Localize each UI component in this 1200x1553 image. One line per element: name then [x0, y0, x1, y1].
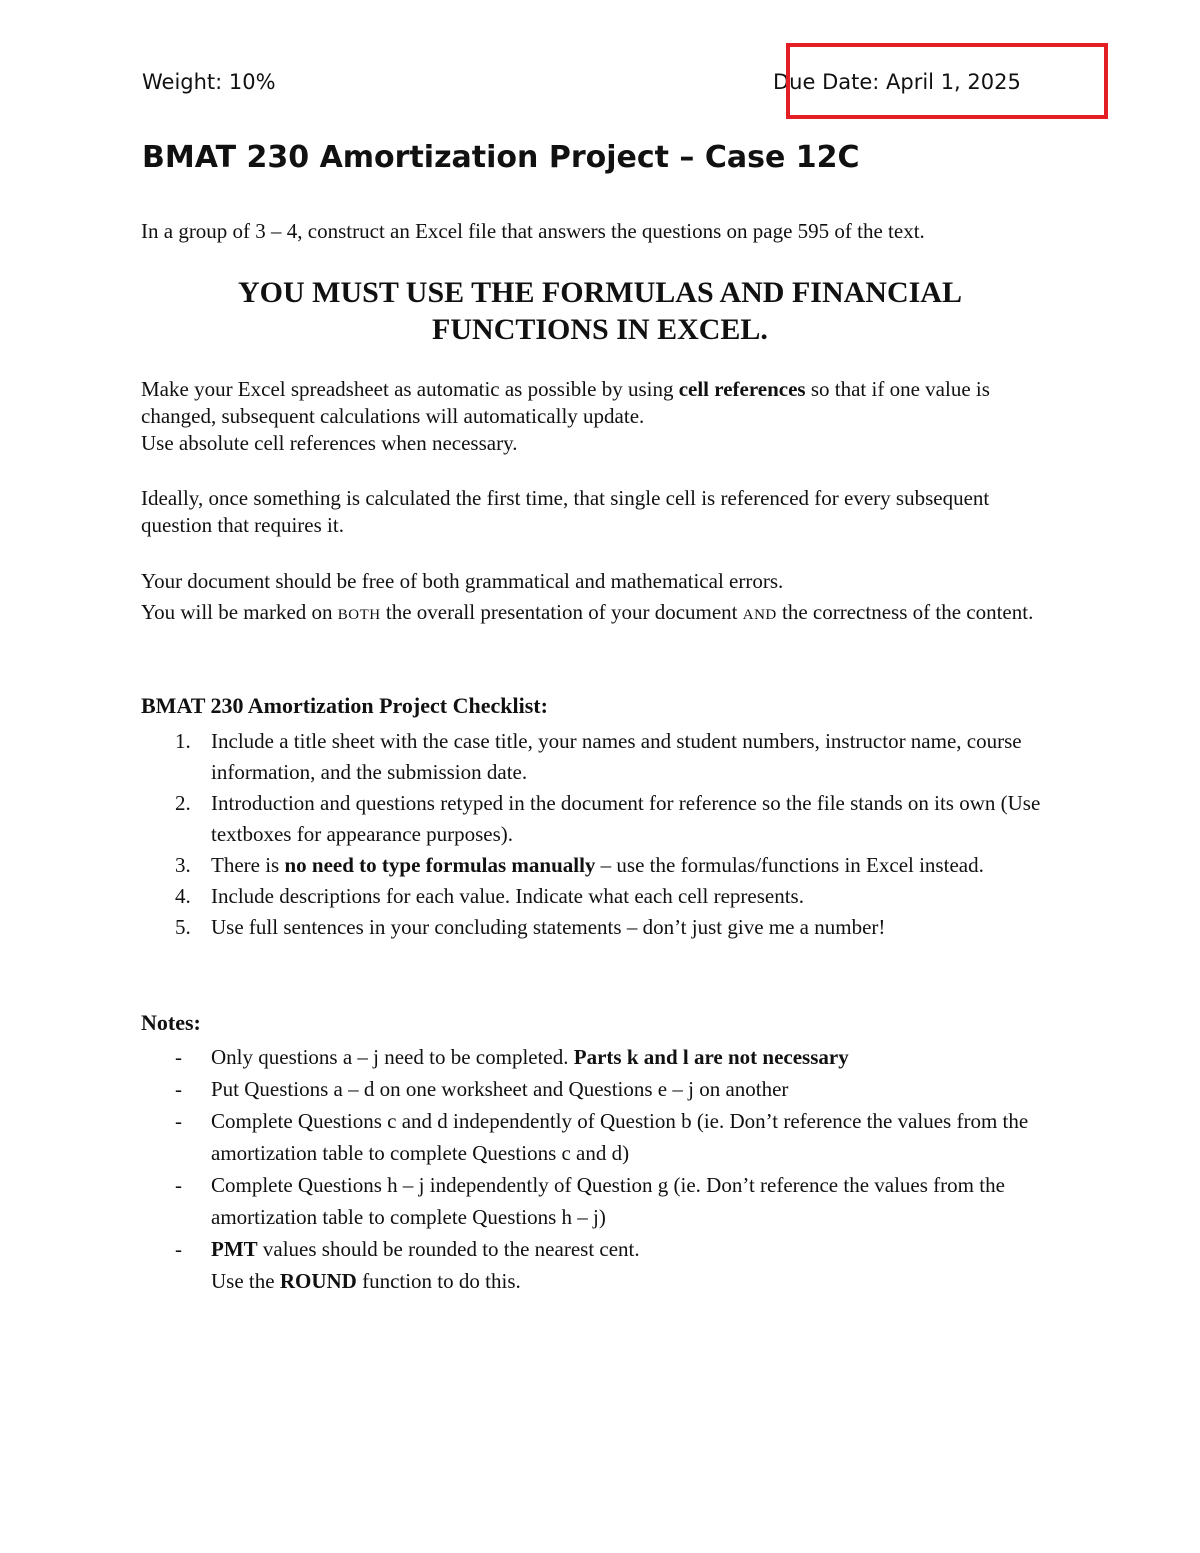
list-bullet: - — [175, 1109, 182, 1133]
list-item-text: Use full sentences in your concluding statements – don’t just give me a number! — [211, 915, 886, 939]
emphasis-line-2: FUNCTIONS IN EXCEL. — [432, 313, 768, 346]
para1-text: Make your Excel spreadsheet as automatic as possible by using — [141, 377, 679, 401]
marking-text-mid: the overall presentation of your document — [380, 600, 743, 624]
emphasis-notice — [100, 274, 1100, 348]
list-bullet: - — [175, 1045, 182, 1069]
checklist-heading: BMAT 230 Amortization Project Checklist: — [141, 693, 548, 718]
errors-line: Your document should be free of both grammatical and mathematical errors. — [141, 569, 784, 593]
list-item-text: values should be rounded to the nearest cent. — [257, 1237, 640, 1261]
list-item-text: Put Questions a – d on one worksheet and Questions e – j on another — [211, 1077, 789, 1101]
marking-both: BOTH — [337, 607, 381, 623]
list-item — [141, 1041, 1071, 1073]
list-item-bold: Parts k and l are not necessary — [573, 1045, 849, 1069]
notes-list — [141, 1041, 1071, 1297]
list-number: 4. — [175, 884, 191, 908]
intro-paragraph: In a group of 3 – 4, construct an Excel file that answers the questions on page 595 of the text. — [141, 219, 925, 243]
list-item-bold: no need to type formulas manually — [284, 853, 596, 877]
list-item — [141, 912, 1071, 943]
list-number: 2. — [175, 791, 191, 815]
list-item-text: Complete Questions c and d independently of Question b (ie. Don’t reference the values from the amortization table to complete Questions c and d) — [211, 1109, 1029, 1165]
marking-text-end: the correctness of the content. — [776, 600, 1034, 624]
list-item — [141, 1105, 1071, 1169]
absolute-references-line: Use absolute cell references when necessary. — [141, 431, 518, 455]
list-item-text: Include descriptions for each value. Indicate what each cell represents. — [211, 884, 804, 908]
single-cell-paragraph: Ideally, once something is calculated the first time, that single cell is referenced for every subsequent question that requires it. — [141, 486, 990, 537]
list-item-text-line2-end: function to do this. — [356, 1269, 521, 1293]
list-item — [141, 1073, 1071, 1105]
para1-text-end: so that if one value is changed, subsequent calculations will automatically update. — [141, 377, 990, 428]
list-item — [141, 1233, 1071, 1297]
para1-bold: cell references — [678, 377, 806, 401]
list-item — [141, 1169, 1071, 1233]
list-item-text-line2: Use the — [211, 1269, 280, 1293]
list-bullet: - — [175, 1173, 182, 1197]
notes-heading: Notes: — [141, 1010, 201, 1035]
list-item-text: Include a title sheet with the case title, your names and student numbers, instructor name, course information, and the submission date. — [211, 729, 1022, 784]
checklist-list — [141, 726, 1071, 943]
list-item-text-end: – use the formulas/functions in Excel instead. — [595, 853, 984, 877]
list-item-text: Only questions a – j need to be completed. — [211, 1045, 574, 1069]
list-item — [141, 881, 1071, 912]
marking-and: AND — [742, 607, 777, 623]
weight-label: Weight: 10% — [142, 70, 276, 94]
list-bullet: - — [175, 1237, 182, 1261]
list-item-bold-line2: ROUND — [279, 1269, 357, 1293]
list-item — [141, 726, 1071, 788]
list-number: 5. — [175, 915, 191, 939]
list-number: 1. — [175, 729, 191, 753]
list-item — [141, 850, 1071, 881]
marking-paragraph — [141, 566, 1061, 631]
due-date-label: Due Date: April 1, 2025 — [773, 70, 1021, 94]
cell-references-paragraph — [141, 376, 1061, 457]
list-item-text: There is — [211, 853, 285, 877]
list-item — [141, 788, 1071, 850]
list-item-bold: PMT — [211, 1237, 258, 1261]
list-item-text: Introduction and questions retyped in the document for reference so the file stands on its own (Use textboxes for appearance purposes). — [211, 791, 1041, 846]
list-number: 3. — [175, 853, 191, 877]
marking-text: You will be marked on — [141, 600, 338, 624]
emphasis-line-1: YOU MUST USE THE FORMULAS AND FINANCIAL — [238, 276, 962, 309]
page-title: BMAT 230 Amortization Project – Case 12C — [142, 140, 860, 175]
list-item-text: Complete Questions h – j independently of Question g (ie. Don’t reference the values from the amortization table to complete Questions h – j) — [211, 1173, 1005, 1229]
due-date-highlight-box — [786, 43, 1108, 119]
list-bullet: - — [175, 1077, 182, 1101]
